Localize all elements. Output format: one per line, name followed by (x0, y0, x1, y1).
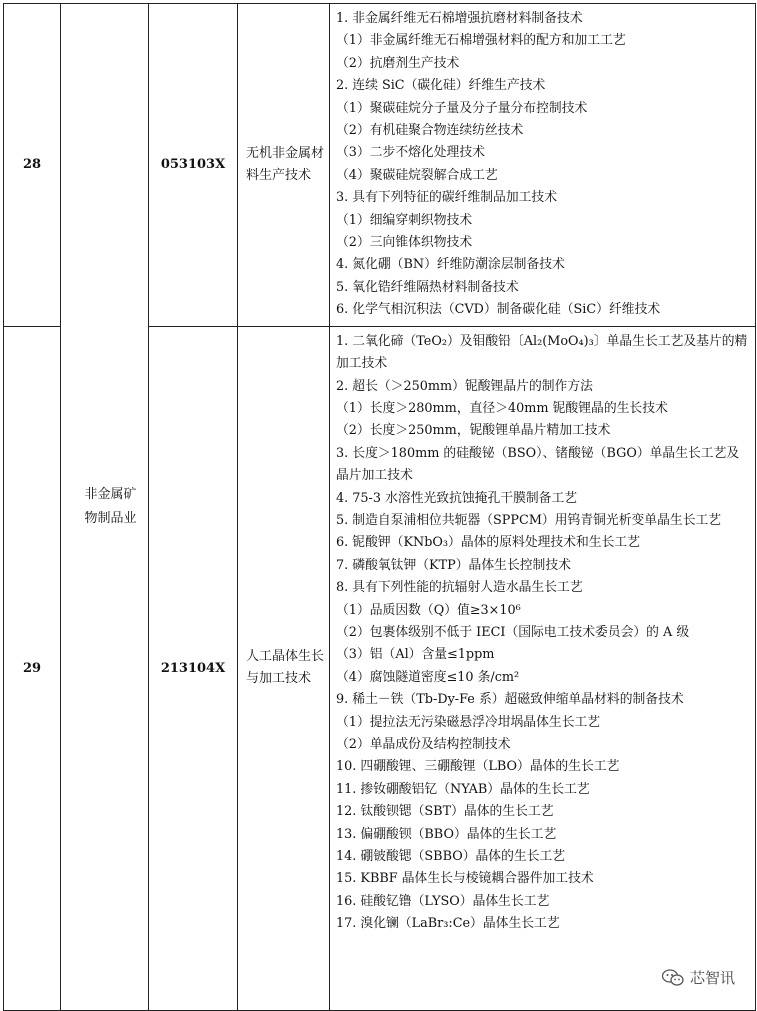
list-item: 5. 氧化锆纤维隔热材料制备技术 (336, 279, 519, 295)
tech-list (330, 326, 756, 1010)
list-item: 7. 磷酸氧钛钾（KTP）晶体生长控制技术 (336, 557, 571, 573)
list-item: 2. 连续 SiC（碳化硅）纤维生产技术 (336, 78, 546, 94)
row-number: 28 (4, 4, 61, 327)
item-code: 213104X (149, 326, 238, 1010)
tech-list (330, 4, 756, 327)
list-item: （2）长度＞250mm，铌酸锂单晶片精加工技术 (336, 423, 611, 439)
list-item: 14. 硼铍酸锶（SBBO）晶体的生长工艺 (336, 849, 566, 865)
list-item: （1）非金属纤维无石棉增强材料的配方和加工工艺 (336, 33, 626, 49)
sub-category (238, 326, 330, 1010)
list-item: 1. 非金属纤维无石棉增强抗磨材料制备技术 (336, 11, 583, 26)
list-item: 17. 溴化镧（LaBr₃:Ce）晶体生长工艺 (336, 916, 560, 932)
list-item: 9. 稀土－铁（Tb-Dy-Fe 系）超磁致伸缩单晶材料的制备技术 (336, 692, 684, 708)
watermark (658, 965, 739, 990)
list-item: 4. 75-3 水溶性光致抗蚀掩孔干膜制备工艺 (336, 490, 578, 506)
list-item: （1）细编穿刺织物技术 (336, 212, 473, 228)
list-item: 1. 二氧化碲（TeO₂）及钼酸铅〔Al₂(MoO₄)₃〕单晶生长工艺及基片的精加工技术 (336, 333, 748, 372)
list-item: （3）二步不熔化处理技术 (336, 145, 485, 161)
list-item: （2）单晶成份及结构控制技术 (336, 737, 511, 752)
list-item: （2）有机硅聚合物连续纺丝技术 (336, 123, 524, 139)
list-item: 11. 掺钕硼酸铝钇（NYAB）晶体的生长工艺 (336, 781, 590, 797)
list-item: （2）三向锥体织物技术 (336, 235, 473, 251)
list-item: （1）提拉法无污染磁悬浮冷坩埚晶体生长工艺 (336, 714, 601, 730)
list-item: 13. 偏硼酸钡（BBO）晶体的生长工艺 (336, 826, 557, 842)
list-item: （1）品质因数（Q）值≥3×10⁶ (336, 602, 521, 618)
list-item: 3. 长度＞180mm 的硅酸铋（BSO）、锗酸铋（BGO）单晶生长工艺及晶片加工技术 (336, 445, 740, 484)
sub-category-label: 无机非金属材料生产技术 (246, 145, 325, 183)
catalog-table (3, 3, 756, 1011)
list-item: （1）聚碳硅烷分子量及分子量分布控制技术 (336, 100, 588, 116)
list-item: （3）铝（Al）含量≤1ppm (336, 647, 495, 663)
sub-category (238, 4, 330, 327)
list-item: 12. 钛酸钡锶（SBT）晶体的生长工艺 (336, 804, 554, 820)
list-item: 16. 硅酸钇镥（LYSO）晶体生长工艺 (336, 893, 550, 909)
wechat-icon (662, 969, 684, 987)
list-item: 4. 氮化硼（BN）纤维防潮涂层制备技术 (336, 257, 565, 273)
list-item: 3. 具有下列特征的碳纤维制品加工技术 (336, 190, 558, 206)
industry-name (61, 4, 149, 1011)
watermark-text: 芯智讯 (689, 969, 735, 987)
list-item: 2. 超长（＞250mm）铌酸锂晶片的制作方法 (336, 378, 593, 394)
list-item: （2）包裹体级别不低于 IECI（国际电工技术委员会）的 A 级 (336, 624, 690, 640)
sub-category-label: 人工晶体生长与加工技术 (246, 649, 325, 687)
list-item: 6. 化学气相沉积法（CVD）制备碳化硅（SiC）纤维技术 (336, 302, 661, 318)
list-item: 5. 制造自泵浦相位共轭器（SPPCM）用钨青铜光析变单晶生长工艺 (336, 512, 722, 528)
list-item: 10. 四硼酸锂、三硼酸锂（LBO）晶体的生长工艺 (336, 759, 620, 775)
list-item: 6. 铌酸钾（KNbO₃）晶体的原料处理技术和生长工艺 (336, 535, 640, 551)
row-number: 29 (4, 326, 61, 1010)
list-item: 15. KBBF 晶体生长与棱镜耦合器件加工技术 (336, 871, 594, 887)
list-item: （4）腐蚀隧道密度≤10 条/cm² (336, 669, 520, 685)
list-item: （4）聚碳硅烷裂解合成工艺 (336, 167, 498, 183)
list-item: 8. 具有下列性能的抗辐射人造水晶生长工艺 (336, 580, 583, 596)
list-item: （2）抗磨剂生产技术 (336, 55, 460, 71)
industry-label: 非金属矿物制品业 (84, 486, 137, 526)
table-row (4, 4, 756, 327)
item-code: 053103X (149, 4, 238, 327)
list-item: （1）长度＞280mm，直径＞40mm 铌酸锂晶的生长技术 (336, 400, 668, 416)
